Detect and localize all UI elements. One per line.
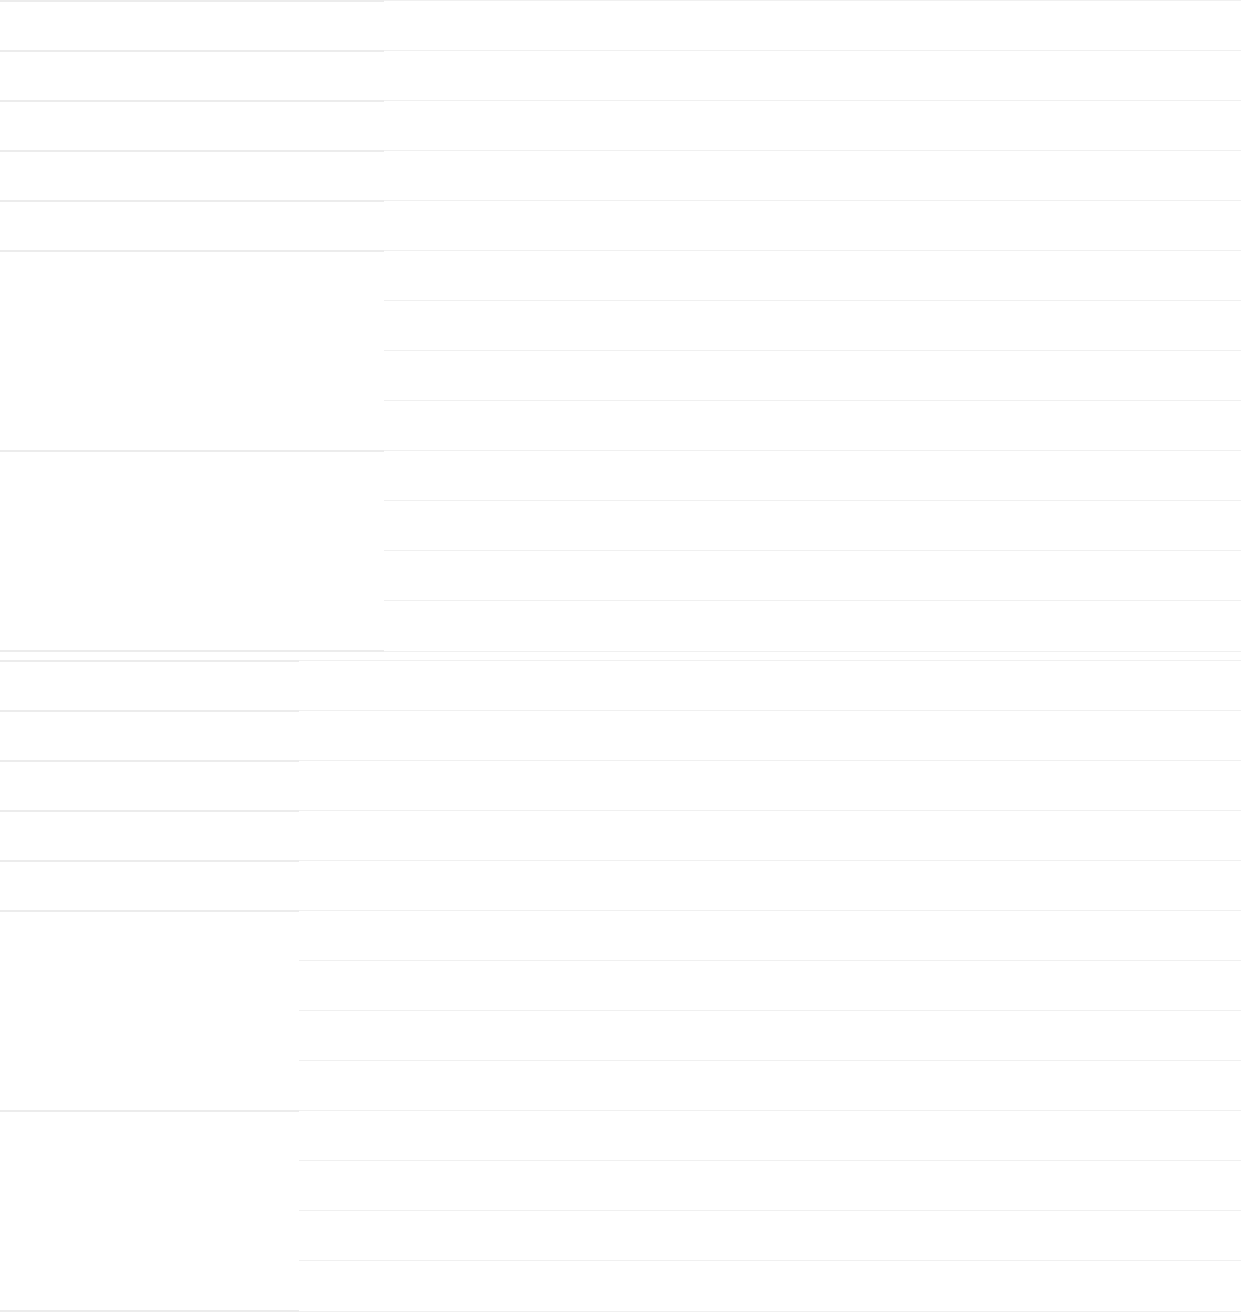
- row-label: [0, 100, 384, 150]
- table-row: [0, 200, 1241, 250]
- row-label: [0, 660, 299, 710]
- group-value: [384, 300, 1241, 350]
- group-value: [299, 1060, 1241, 1110]
- group-value: [384, 550, 1241, 600]
- group-value: [384, 350, 1241, 400]
- group-value: [299, 1260, 1241, 1310]
- row-label: [0, 150, 384, 200]
- row-value: [384, 100, 1241, 150]
- group-label: [0, 1110, 299, 1310]
- table-row: [0, 710, 1241, 760]
- group-value: [384, 600, 1241, 650]
- table-row: [0, 50, 1241, 100]
- table-bottom-divider: [0, 650, 384, 652]
- row-value: [384, 0, 1241, 50]
- table-bottom-divider: [384, 651, 1241, 652]
- row-value: [299, 760, 1241, 810]
- group-value: [384, 250, 1241, 300]
- group-label: [0, 910, 299, 1110]
- row-value: [299, 660, 1241, 710]
- table-row: [0, 0, 1241, 50]
- group-value: [299, 1010, 1241, 1060]
- row-value: [384, 150, 1241, 200]
- table-row: [0, 810, 1241, 860]
- group-label: [0, 250, 384, 450]
- group-label: [0, 450, 384, 650]
- group-value: [299, 1210, 1241, 1260]
- group-value: [299, 960, 1241, 1010]
- table-row: [0, 150, 1241, 200]
- row-value: [299, 860, 1241, 910]
- row-label: [0, 710, 299, 760]
- spec-table-upper: [0, 0, 1241, 652]
- table-row: [0, 860, 1241, 910]
- row-label: [0, 760, 299, 810]
- row-label: [0, 860, 299, 910]
- table-row: [0, 100, 1241, 150]
- row-label: [0, 0, 384, 50]
- group-value: [384, 450, 1241, 500]
- row-value: [299, 710, 1241, 760]
- spec-table-lower: [0, 660, 1241, 1312]
- group-value: [384, 500, 1241, 550]
- row-label: [0, 50, 384, 100]
- group-value: [299, 1160, 1241, 1210]
- group-value: [384, 400, 1241, 450]
- group-value: [299, 1110, 1241, 1160]
- row-value: [384, 200, 1241, 250]
- row-value: [299, 810, 1241, 860]
- table-row: [0, 760, 1241, 810]
- row-label: [0, 810, 299, 860]
- row-value: [384, 50, 1241, 100]
- row-label: [0, 200, 384, 250]
- table-row: [0, 660, 1241, 710]
- group-value: [299, 910, 1241, 960]
